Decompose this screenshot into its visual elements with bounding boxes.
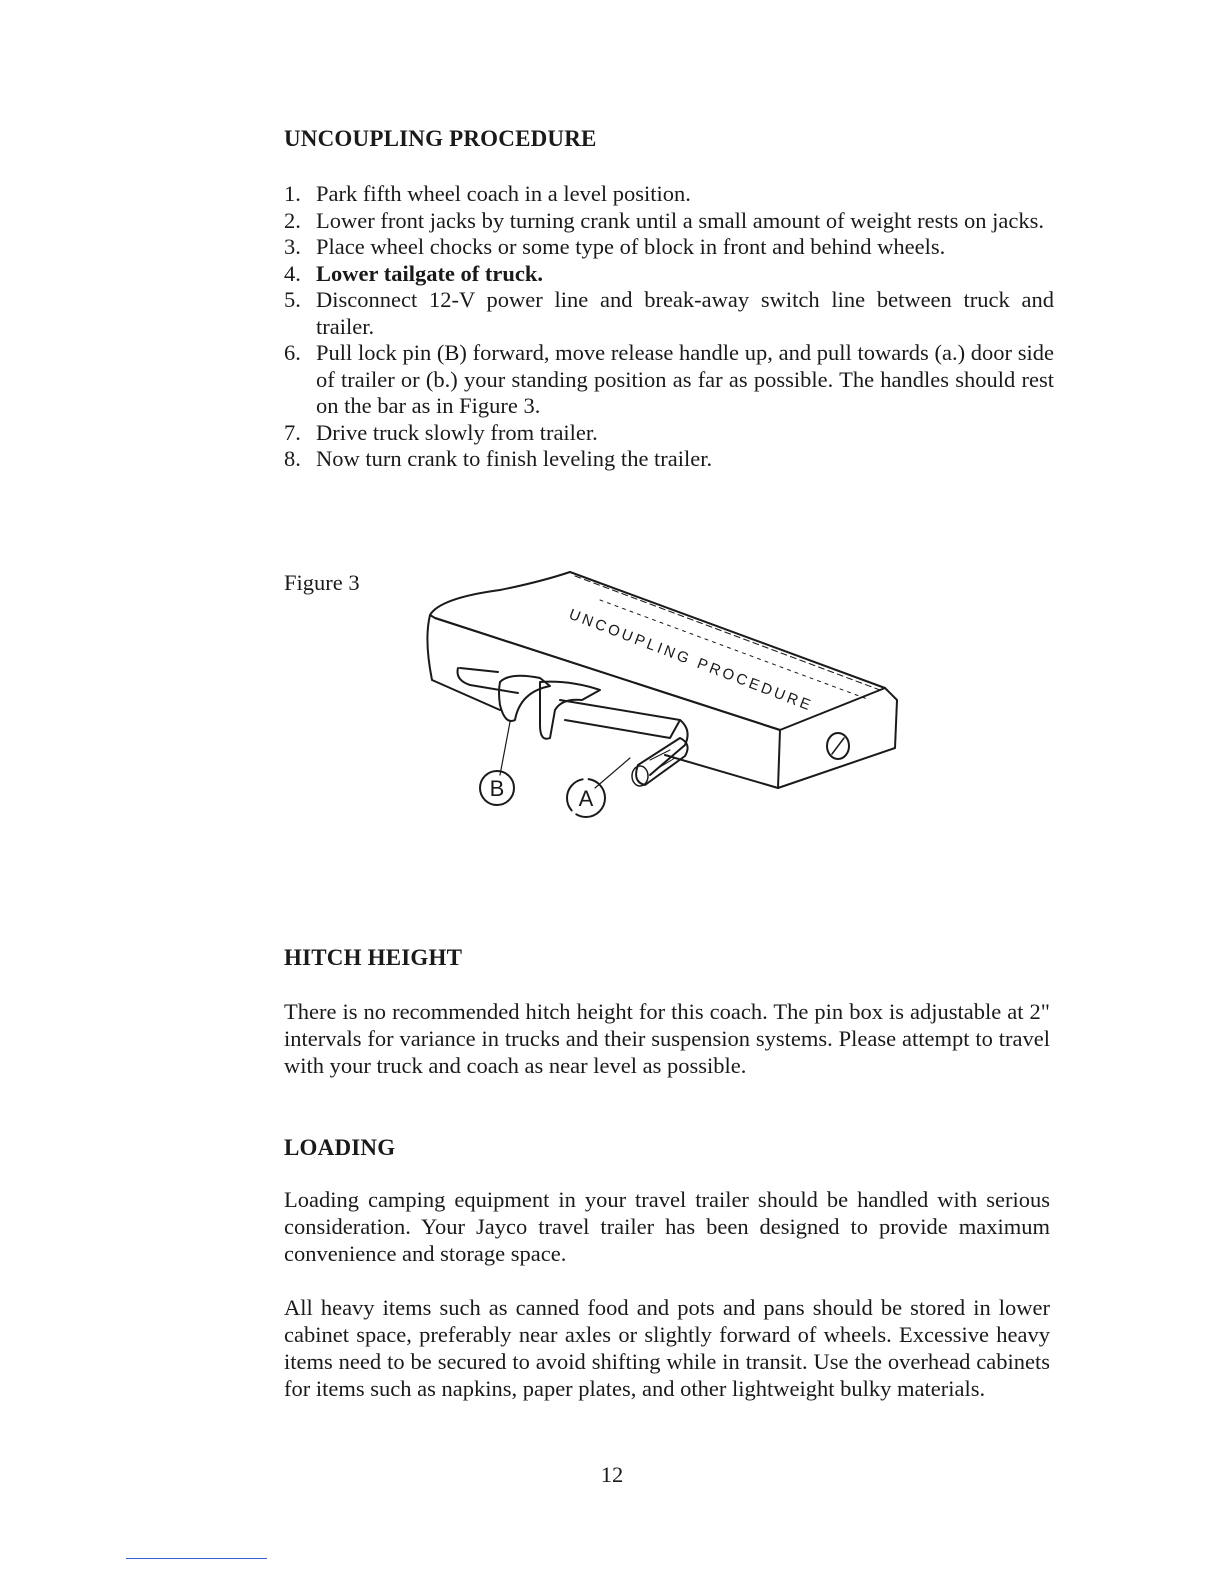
loading-paragraph-2: All heavy items such as canned food and pots and pans should be stored in lower cabinet space, preferably near axles or slightly forward of wheels. Excessive heavy items need to be secured to avoid shifting while in transit. Use the overhead cabinets for items such as napkins, paper plates, and other lightweight bulky materials.	[284, 1295, 1050, 1401]
step-text: Drive truck slowly from trailer.	[316, 419, 598, 445]
step-text: Pull lock pin (B) forward, move release handle up, and pull towards (a.) door side of trailer or (b.) your standing position as far as possible. The handles should rest on the bar as in Figure 3.	[316, 340, 1054, 418]
bar-bottom-edge	[665, 755, 778, 788]
step-number: 5.	[284, 287, 301, 312]
step-text: Place wheel chocks or some type of block in front and behind wheels.	[316, 234, 946, 259]
release-bracket	[540, 682, 600, 739]
list-item	[284, 446, 1054, 473]
list-item	[284, 287, 1054, 340]
list-item	[284, 420, 1054, 447]
loading-heading: LOADING	[284, 1135, 396, 1160]
list-item	[284, 234, 1054, 261]
hitch-height-paragraph: There is no recommended hitch height for this coach. The pin box is adjustable at 2" intervals for variance in trucks and their suspension systems. Please attempt to travel with your truck and coach as near level as possible.	[284, 999, 1050, 1078]
step-number: 2.	[284, 207, 301, 233]
uncoupling-steps-list	[284, 181, 1054, 473]
lock-pin	[458, 668, 519, 693]
step-text: Lower front jacks by turning crank until a small amount of weight rests on jacks.	[316, 207, 1044, 233]
leader-a	[595, 758, 630, 788]
loading-paragraph-1: Loading camping equipment in your travel trailer should be handled with serious consideration. Your Jayco travel trailer has been designed to provide maximum convenience and storage space.	[284, 1187, 1050, 1266]
page-number: 12	[600, 1462, 624, 1487]
list-item	[284, 208, 1054, 235]
step-number: 3.	[284, 234, 301, 259]
bar-left-end	[427, 615, 500, 710]
step-number: 4.	[284, 260, 301, 286]
leader-b	[500, 722, 510, 775]
uncoupling-heading: UNCOUPLING PROCEDURE	[284, 126, 597, 151]
footer-rule	[126, 1558, 267, 1559]
hitch-release-illustration	[400, 560, 920, 850]
hitch-height-heading: HITCH HEIGHT	[284, 945, 463, 970]
callout-b-label: B	[489, 776, 505, 801]
handle-rod	[560, 700, 680, 738]
bar-lettering: UNCOUPLING PROCEDURE	[566, 605, 816, 715]
step-number: 1.	[284, 181, 301, 206]
callout-a-label: A	[578, 786, 594, 811]
step-text: Now turn crank to finish leveling the trailer.	[316, 446, 713, 471]
handle-grip	[636, 738, 687, 785]
step-text: Disconnect 12-V power line and break-away switch line between truck and trailer.	[316, 287, 1054, 339]
step-number: 7.	[284, 419, 301, 445]
step-text: Park fifth wheel coach in a level position.	[316, 181, 691, 206]
list-item	[284, 261, 1054, 288]
step-text: Lower tailgate of truck.	[316, 260, 544, 286]
list-item	[284, 181, 1054, 208]
figure-label: Figure 3	[284, 570, 360, 595]
list-item	[284, 340, 1054, 420]
step-number: 8.	[284, 446, 301, 471]
step-number: 6.	[284, 340, 301, 365]
